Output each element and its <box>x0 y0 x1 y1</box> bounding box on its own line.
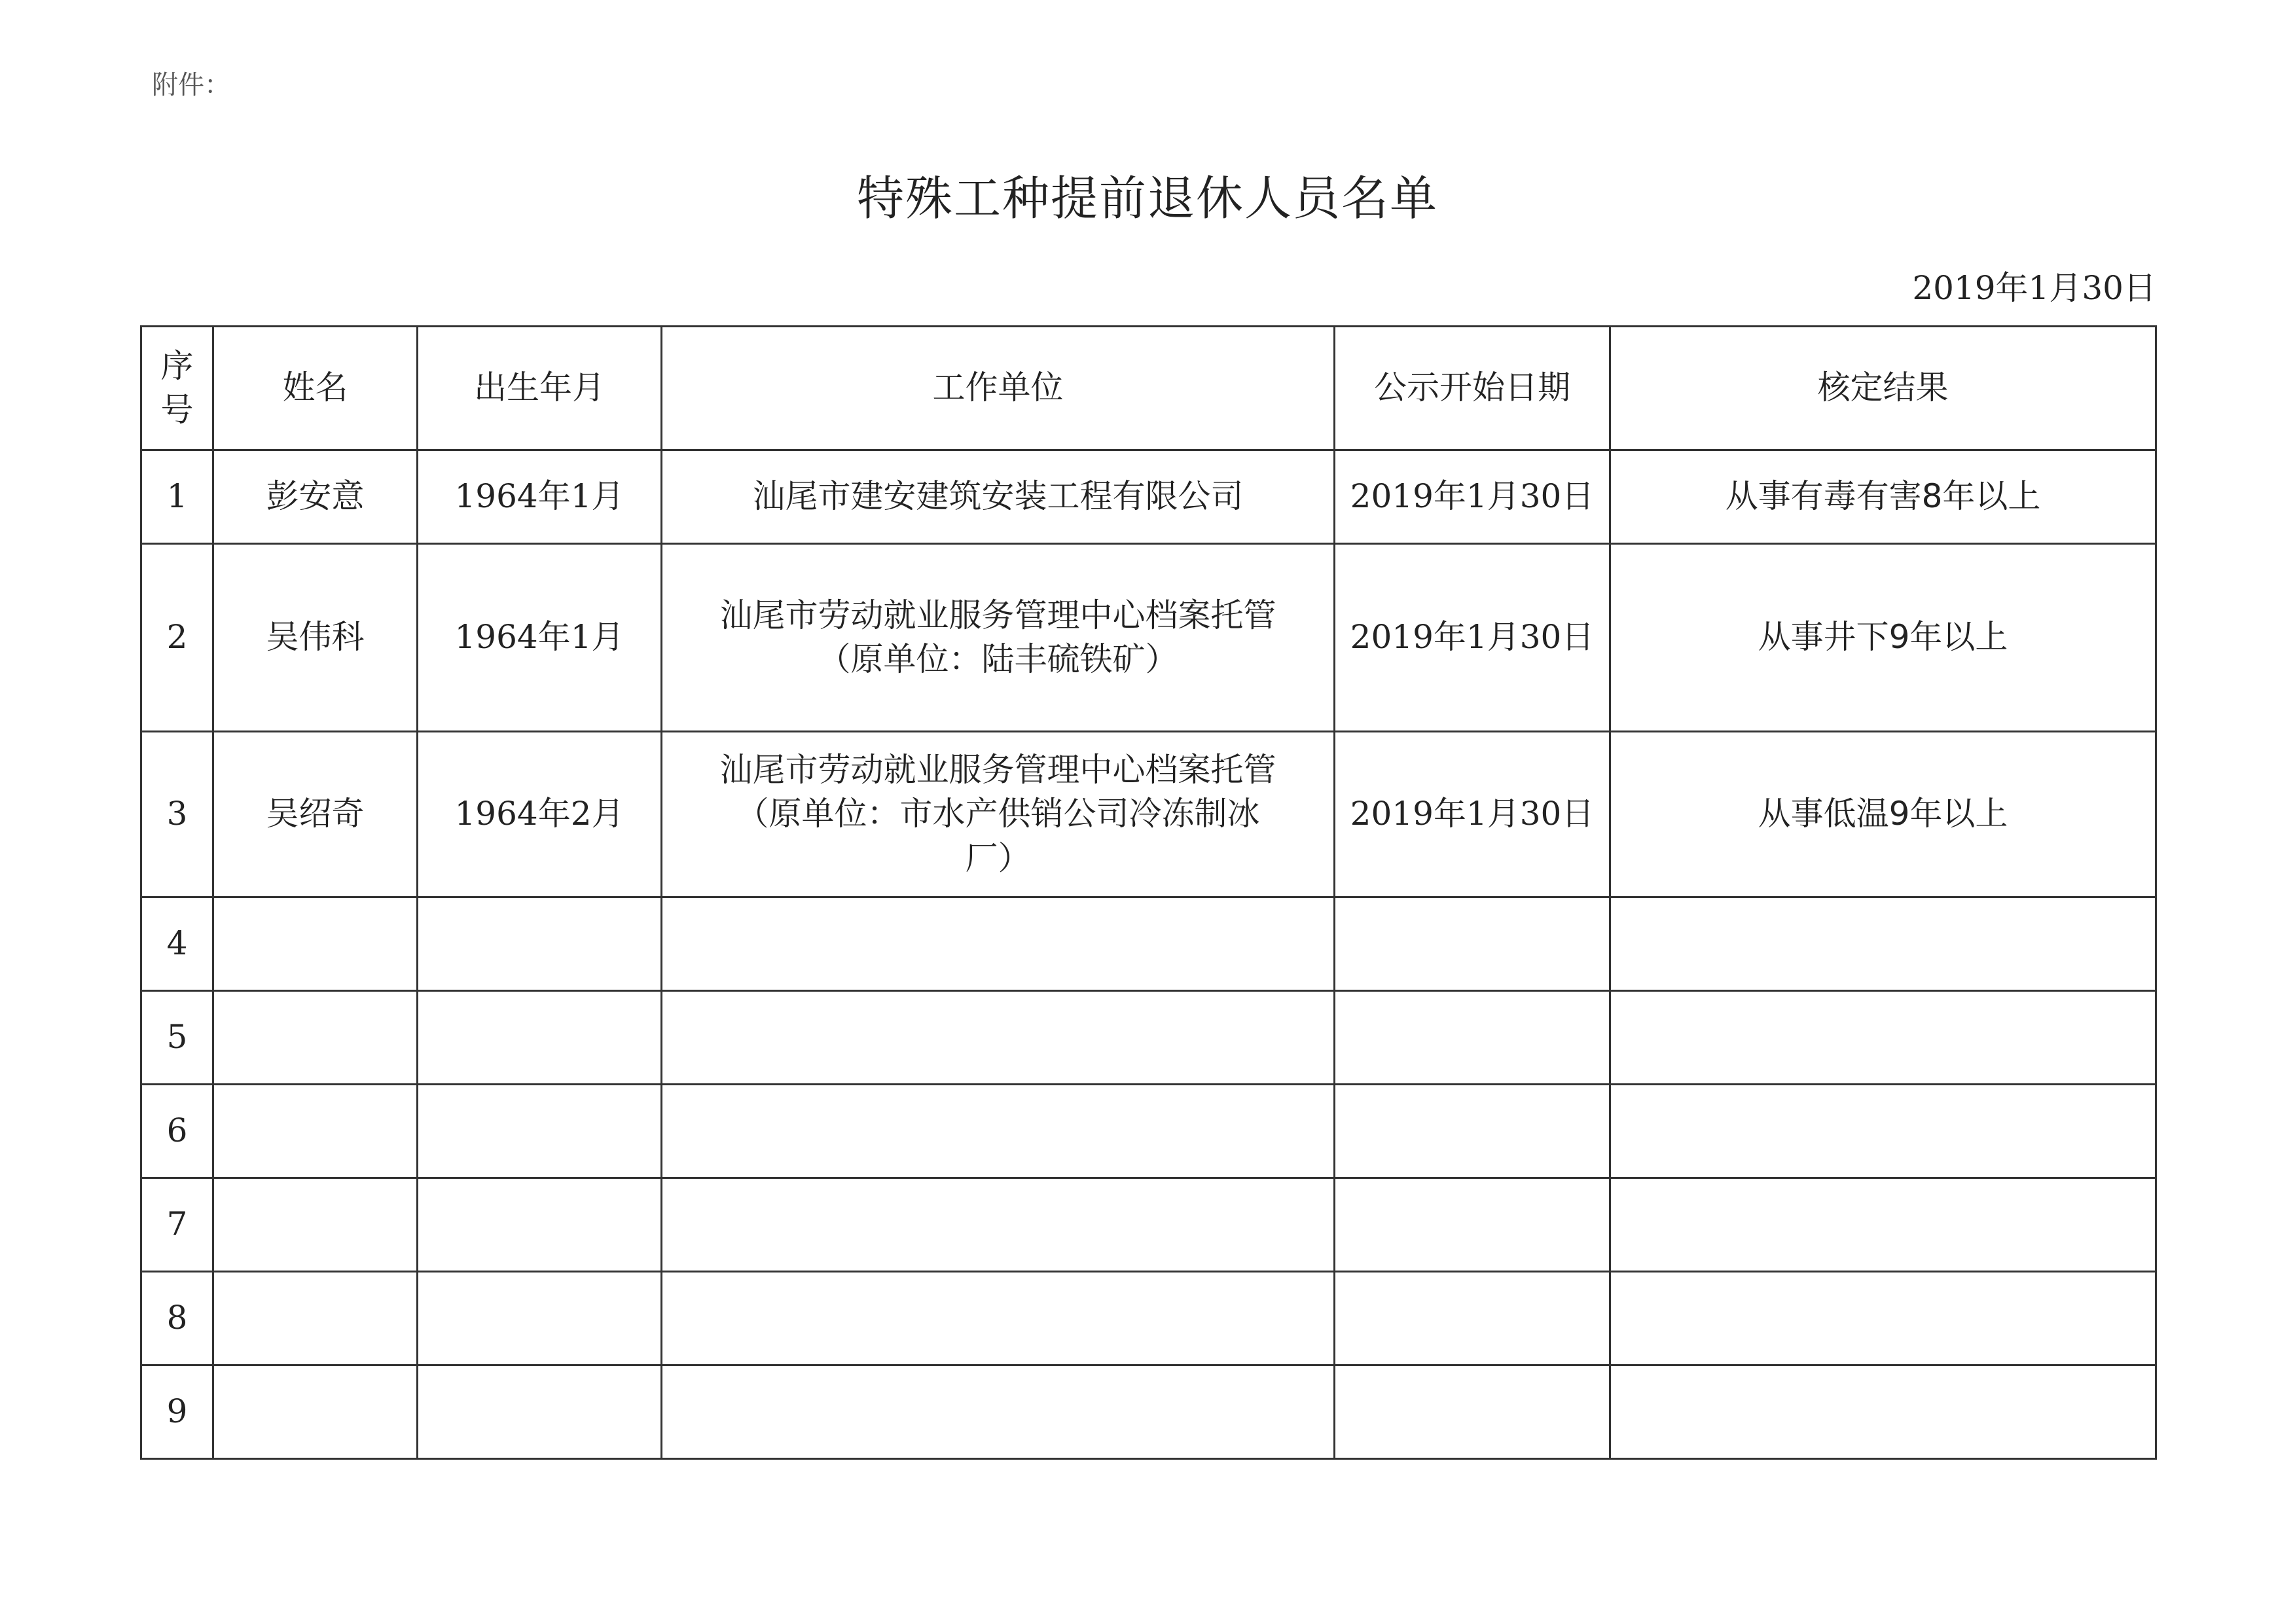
table-row <box>141 450 2156 544</box>
cell-result <box>1610 1178 2156 1272</box>
page-title: 特殊工种提前退休人员名单 <box>856 171 1438 226</box>
cell-name: 吴伟科 <box>213 544 418 732</box>
cell-name: 吴绍奇 <box>213 732 418 897</box>
cell-unit <box>662 1178 1335 1272</box>
table-row <box>141 991 2156 1085</box>
cell-birth <box>418 1178 662 1272</box>
cell-unit-line1: 汕尾市劳动就业服务管理中心档案托管 <box>719 596 1276 634</box>
table-row <box>141 1365 2156 1459</box>
cell-publicity-date <box>1335 1365 1610 1459</box>
cell-result <box>1610 897 2156 991</box>
cell-birth <box>418 1085 662 1178</box>
cell-unit-line1: 汕尾市劳动就业服务管理中心档案托管 <box>719 750 1276 789</box>
cell-publicity-date <box>1335 1085 1610 1178</box>
cell-unit <box>662 1365 1335 1459</box>
cell-result: 从事有毒有害8年以上 <box>1610 450 2156 544</box>
retirement-roster-table <box>140 325 2157 1460</box>
cell-publicity-date: 2019年1月30日 <box>1335 544 1610 732</box>
table-row <box>141 1085 2156 1178</box>
cell-birth: 1964年2月 <box>418 732 662 897</box>
header-birth: 出生年月 <box>418 327 662 450</box>
table-row <box>141 1178 2156 1272</box>
table-row <box>141 732 2156 897</box>
table-row <box>141 544 2156 732</box>
cell-birth <box>418 1365 662 1459</box>
header-result: 核定结果 <box>1610 327 2156 450</box>
cell-name <box>213 1272 418 1365</box>
cell-publicity-date <box>1335 897 1610 991</box>
cell-name: 彭安意 <box>213 450 418 544</box>
cell-unit-line1: 汕尾市建安建筑安装工程有限公司 <box>752 477 1244 516</box>
cell-name <box>213 991 418 1085</box>
cell-publicity-date <box>1335 991 1610 1085</box>
cell-result <box>1610 1085 2156 1178</box>
document-date: 2019年1月30日 <box>1912 269 2156 307</box>
cell-name <box>213 1365 418 1459</box>
cell-birth: 1964年1月 <box>418 450 662 544</box>
header-unit: 工作单位 <box>662 327 1335 450</box>
cell-result <box>1610 991 2156 1085</box>
cell-unit <box>662 897 1335 991</box>
cell-result: 从事井下9年以上 <box>1610 544 2156 732</box>
cell-result <box>1610 1272 2156 1365</box>
table-row <box>141 897 2156 991</box>
cell-seq: 2 <box>141 544 213 732</box>
cell-unit <box>662 1085 1335 1178</box>
cell-seq: 3 <box>141 732 213 897</box>
cell-publicity-date: 2019年1月30日 <box>1335 732 1610 897</box>
table-row <box>141 1272 2156 1365</box>
cell-result <box>1610 1365 2156 1459</box>
cell-unit <box>662 544 1335 732</box>
header-seq-line2: 号 <box>160 391 194 429</box>
cell-name <box>213 897 418 991</box>
cell-seq: 7 <box>141 1178 213 1272</box>
cell-birth: 1964年1月 <box>418 544 662 732</box>
cell-publicity-date <box>1335 1272 1610 1365</box>
cell-unit <box>662 450 1335 544</box>
cell-publicity-date <box>1335 1178 1610 1272</box>
cell-unit-line2: （原单位：市水产供销公司冷冻制冰 <box>736 795 1260 833</box>
attachment-label: 附件： <box>152 70 230 100</box>
table-header-row <box>141 327 2156 450</box>
cell-result: 从事低温9年以上 <box>1610 732 2156 897</box>
header-seq-line1: 序 <box>160 346 194 385</box>
cell-unit <box>662 991 1335 1085</box>
cell-unit-line3: 厂） <box>965 839 1031 877</box>
header-name: 姓名 <box>213 327 418 450</box>
cell-unit <box>662 732 1335 897</box>
header-publicity-date: 公示开始日期 <box>1335 327 1610 450</box>
cell-birth <box>418 1272 662 1365</box>
cell-name <box>213 1178 418 1272</box>
cell-seq: 9 <box>141 1365 213 1459</box>
cell-unit <box>662 1272 1335 1365</box>
header-seq <box>141 327 213 450</box>
cell-seq: 5 <box>141 991 213 1085</box>
cell-seq: 6 <box>141 1085 213 1178</box>
cell-birth <box>418 991 662 1085</box>
cell-seq: 1 <box>141 450 213 544</box>
cell-seq: 4 <box>141 897 213 991</box>
cell-seq: 8 <box>141 1272 213 1365</box>
cell-unit-line2: （原单位：陆丰硫铁矿） <box>818 640 1178 678</box>
cell-birth <box>418 897 662 991</box>
cell-publicity-date: 2019年1月30日 <box>1335 450 1610 544</box>
cell-name <box>213 1085 418 1178</box>
